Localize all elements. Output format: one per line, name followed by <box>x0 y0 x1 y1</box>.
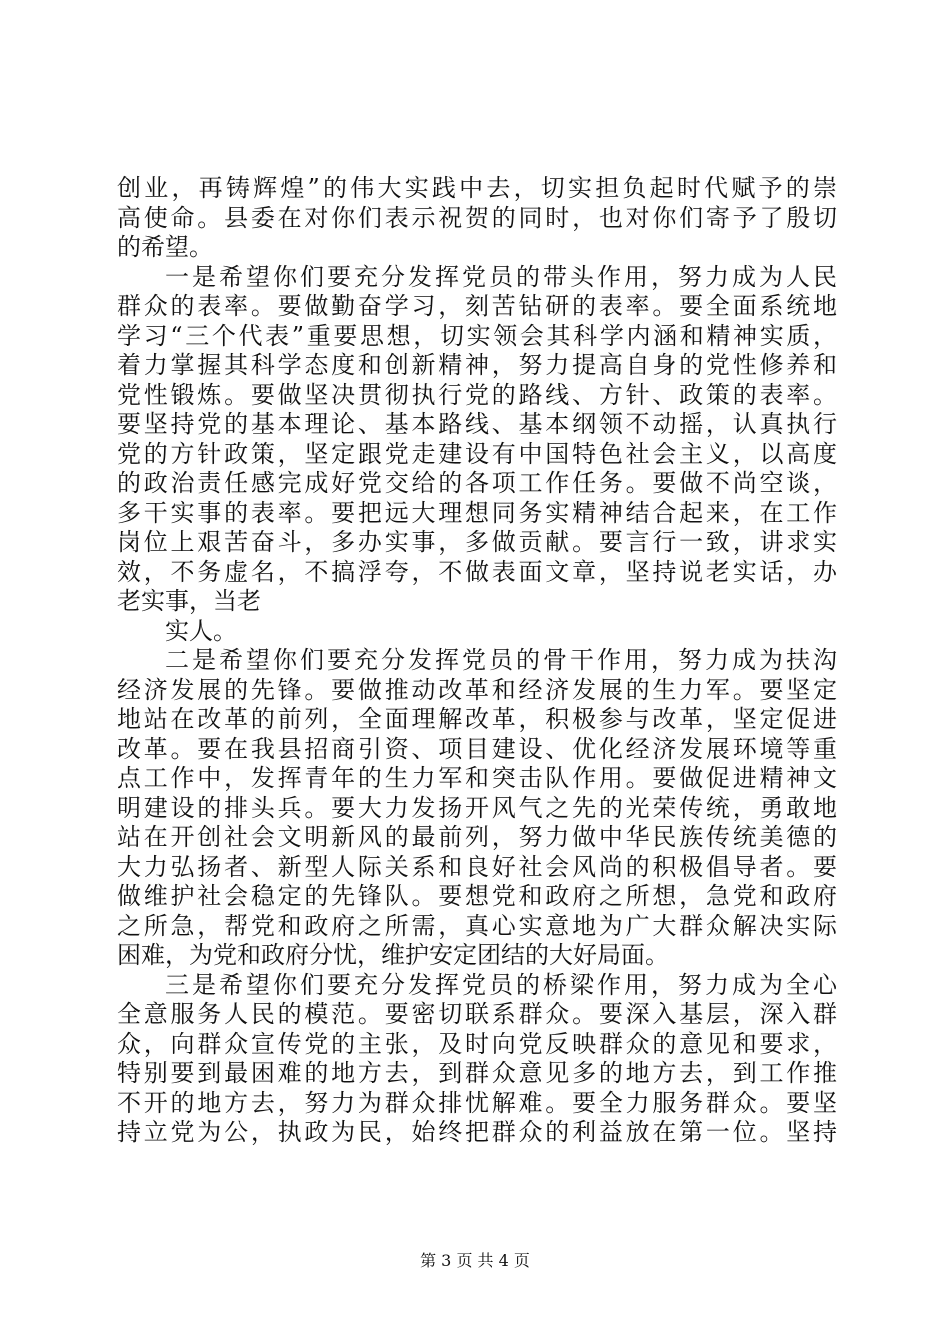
text-line: 改革。要在我县招商引资、项目建设、优化经济发展环境等重 <box>117 734 837 763</box>
text-line: 老实事，当老 <box>117 587 261 615</box>
text-line: 创业，再铸辉煌”的伟大实践中去，切实担负起时代赋予的崇 <box>117 174 837 202</box>
text-line: 困难，为党和政府分忧，维护安定团结的大好局面。 <box>117 941 669 969</box>
text-line: 做维护社会稳定的先锋队。要想党和政府之所想，急党和政府 <box>117 882 837 910</box>
text-line: 大力弘扬者、新型人际关系和良好社会风尚的积极倡导者。要 <box>117 852 837 881</box>
text-line: 要坚持党的基本理论、基本路线、基本纲领不动摇，认真执行 <box>117 410 837 438</box>
text-line: 一是希望你们要充分发挥党员的带头作用，努力成为人民 <box>165 262 837 291</box>
text-line: 着力掌握其科学态度和创新精神，努力提高自身的党性修养和 <box>117 351 837 379</box>
text-line: 群众的表率。要做勤奋学习，刻苦钻研的表率。要全面系统地 <box>117 292 837 320</box>
text-line: 持立党为公，执政为民，始终把群众的利益放在第一位。坚持 <box>117 1118 837 1146</box>
text-line: 站在开创社会文明新风的最前列，努力做中华民族传统美德的 <box>117 823 837 851</box>
text-line: 高使命。县委在对你们表示祝贺的同时，也对你们寄予了殷切 <box>117 203 837 232</box>
text-line: 三是希望你们要充分发挥党员的桥梁作用，努力成为全心 <box>165 970 837 999</box>
text-line: 明建设的排头兵。要大力发扬开风气之先的光荣传统，勇敢地 <box>117 793 837 822</box>
text-line: 之所急，帮党和政府之所需，真心实意地为广大群众解决实际 <box>117 911 837 940</box>
text-line: 的政治责任感完成好党交给的各项工作任务。要做不尚空谈， <box>117 469 837 497</box>
text-line: 党性锻炼。要做坚决贯彻执行党的路线、方针、政策的表率。 <box>117 380 837 409</box>
text-line: 效，不务虚名，不搞浮夸，不做表面文章，坚持说老实话，办 <box>117 557 837 586</box>
text-line: 经济发展的先锋。要做推动改革和经济发展的生力军。要坚定 <box>117 675 837 704</box>
text-line: 全意服务人民的模范。要密切联系群众。要深入基层，深入群 <box>117 1000 837 1028</box>
text-line: 众，向群众宣传党的主张，及时向党反映群众的意见和要求， <box>117 1029 837 1058</box>
text-line: 岗位上艰苦奋斗，多办实事，多做贡献。要言行一致，讲求实 <box>117 528 837 556</box>
text-line: 地站在改革的前列，全面理解改革，积极参与改革，坚定促进 <box>117 705 837 733</box>
body-text <box>117 174 837 1148</box>
page-footer: 第 3 页 共 4 页 <box>420 1251 530 1270</box>
text-line: 的希望。 <box>117 233 213 261</box>
text-line: 二是希望你们要充分发挥党员的骨干作用，努力成为扶沟 <box>165 646 837 674</box>
text-line: 特别要到最困难的地方去，到群众意见多的地方去，到工作推 <box>117 1059 837 1087</box>
text-line: 党的方针政策，坚定跟党走建设有中国特色社会主义，以高度 <box>117 439 837 468</box>
text-line: 实人。 <box>165 616 237 645</box>
text-line: 点工作中，发挥青年的生力军和突击队作用。要做促进精神文 <box>117 764 837 792</box>
text-line: 学习“三个代表”重要思想，切实领会其科学内涵和精神实质， <box>117 321 837 350</box>
text-line: 不开的地方去，努力为群众排忧解难。要全力服务群众。要坚 <box>117 1088 837 1117</box>
text-line: 多干实事的表率。要把远大理想同务实精神结合起来，在工作 <box>117 498 837 527</box>
